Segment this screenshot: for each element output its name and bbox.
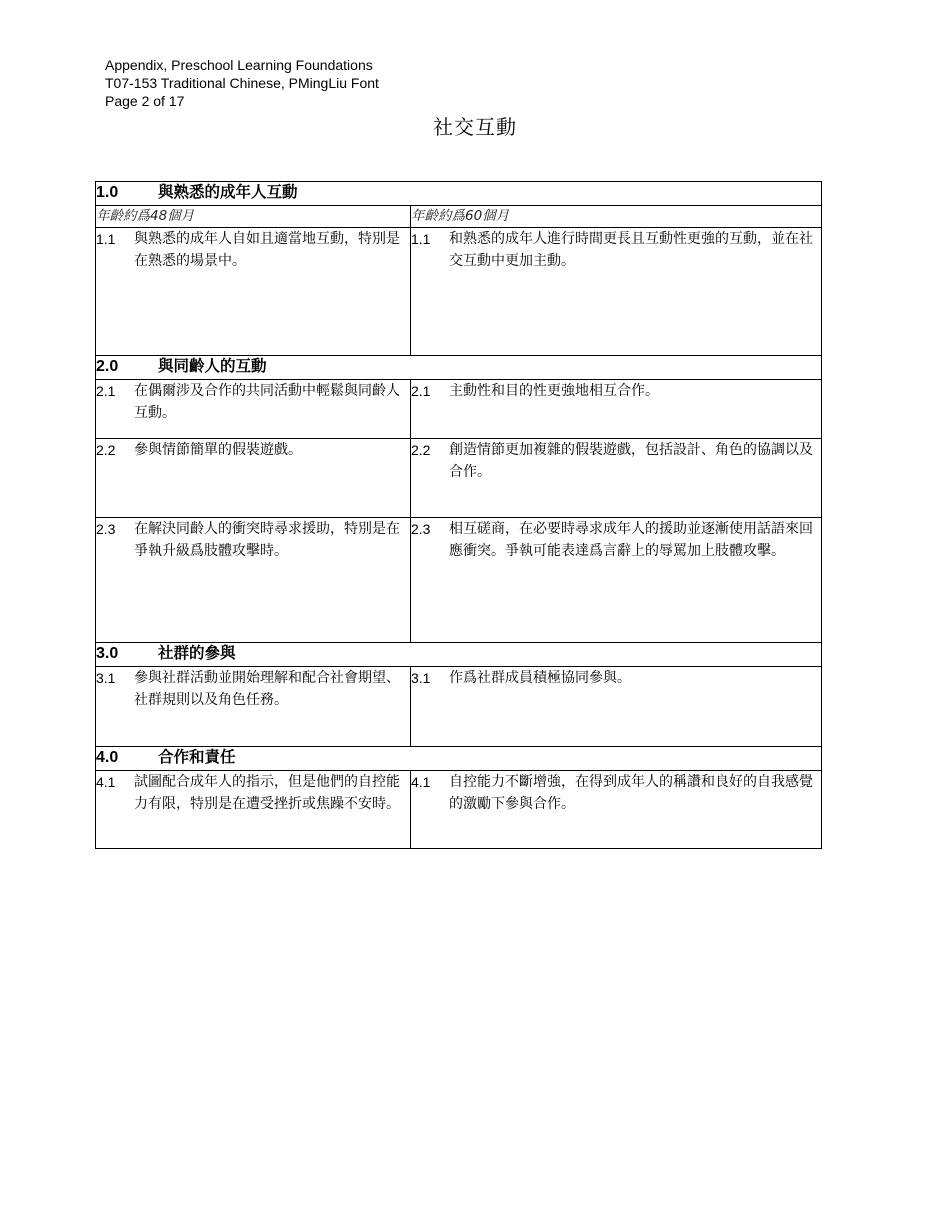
section-3-header <box>96 643 822 667</box>
section-title: 合作和責任 <box>158 748 236 766</box>
left-cell <box>96 771 411 849</box>
right-cell <box>411 380 822 439</box>
section-header-row <box>96 356 822 380</box>
section-title: 與同齡人的互動 <box>158 357 267 375</box>
item-number: 2.3 <box>411 521 431 537</box>
item-text: 主動性和目的性更強地相互合作。 <box>449 383 659 399</box>
section-2-header <box>96 356 822 380</box>
table-row <box>96 439 822 518</box>
item-text: 試圖配合成年人的指示，但是他們的自控能力有限，特別是在遭受挫折或焦躁不安時。 <box>134 774 400 812</box>
left-cell <box>96 380 411 439</box>
right-cell <box>411 518 822 643</box>
item-number: 3.1 <box>411 670 431 686</box>
item-text: 參與社群活動並開始理解和配合社會期望、社群規則以及角色任務。 <box>134 670 400 708</box>
header-line-2: T07-153 Traditional Chinese, PMingLiu Font <box>105 75 379 91</box>
item-number: 2.2 <box>96 442 116 458</box>
item-text: 和熟悉的成年人進行時間更長且互動性更強的互動，並在社交互動中更加主動。 <box>449 231 813 269</box>
item-text: 作爲社群成員積極協同參與。 <box>449 670 631 686</box>
item-number: 1.1 <box>411 231 431 247</box>
right-cell <box>411 771 822 849</box>
item-text: 相互磋商，在必要時尋求成年人的援助並逐漸使用話語來回應衝突。爭執可能表達爲言辭上的辱罵加上肢體攻擊。 <box>449 521 813 559</box>
header-page-number: Page 2 of 17 <box>105 93 185 109</box>
item-number: 2.2 <box>411 442 431 458</box>
foundations-table <box>95 181 822 849</box>
table-row <box>96 771 822 849</box>
item-text: 與熟悉的成年人自如且適當地互動，特別是在熟悉的場景中。 <box>134 231 400 269</box>
section-number: 4.0 <box>96 749 119 766</box>
age-48-months-label: 年齡約爲48個月 <box>96 206 411 228</box>
page-title: 社交互動 <box>433 115 517 139</box>
header-line-1: Appendix, Preschool Learning Foundations <box>105 57 373 73</box>
right-cell <box>411 228 822 356</box>
left-cell <box>96 439 411 518</box>
age-60-months-label: 年齡約爲60個月 <box>411 206 822 228</box>
left-cell <box>96 228 411 356</box>
section-number: 2.0 <box>96 358 119 375</box>
right-cell <box>411 667 822 747</box>
table-row <box>96 380 822 439</box>
item-number: 4.1 <box>96 774 116 790</box>
item-number: 4.1 <box>411 774 431 790</box>
item-text: 參與情節簡單的假裝遊戲。 <box>134 442 302 458</box>
section-header-row <box>96 182 822 206</box>
table-row <box>96 228 822 356</box>
item-text: 在解決同齡人的衝突時尋求援助，特別是在爭執升級爲肢體攻擊時。 <box>134 521 400 559</box>
item-number: 2.3 <box>96 521 116 537</box>
table-row <box>96 518 822 643</box>
section-title: 社群的參與 <box>158 644 236 662</box>
section-4-header <box>96 747 822 771</box>
item-number: 1.1 <box>96 231 116 247</box>
age-header-row <box>96 206 822 228</box>
left-cell <box>96 667 411 747</box>
item-number: 2.1 <box>411 383 431 399</box>
section-title: 與熟悉的成年人互動 <box>158 183 298 201</box>
item-number: 2.1 <box>96 383 116 399</box>
document-header <box>105 56 379 110</box>
item-number: 3.1 <box>96 670 116 686</box>
item-text: 自控能力不斷增強，在得到成年人的稱讚和良好的自我感覺的激勵下參與合作。 <box>449 774 813 812</box>
section-number: 3.0 <box>96 645 119 662</box>
section-header-row <box>96 747 822 771</box>
right-cell <box>411 439 822 518</box>
item-text: 在偶爾涉及合作的共同活動中輕鬆與同齡人互動。 <box>134 383 400 421</box>
left-cell <box>96 518 411 643</box>
section-header-row <box>96 643 822 667</box>
section-number: 1.0 <box>96 184 119 201</box>
table-row <box>96 667 822 747</box>
section-1-header <box>96 182 822 206</box>
item-text: 創造情節更加複雜的假裝遊戲，包括設計、角色的協調以及合作。 <box>449 442 813 480</box>
